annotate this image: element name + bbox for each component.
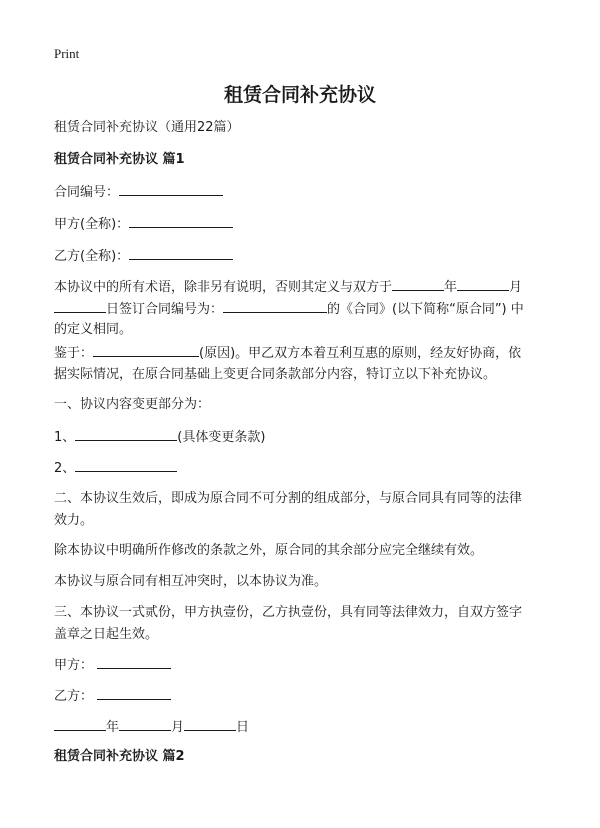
contract-number-label: 合同编号：: [54, 185, 120, 200]
section1-heading: 租赁合同补充协议 篇1: [54, 152, 185, 167]
clause1-heading: 一、协议内容变更部分为：: [54, 397, 211, 412]
party-b-fullname-label: 乙方(全称)：: [54, 249, 130, 264]
document-title: 租赁合同补充协议: [223, 84, 376, 106]
sign-party-a-label: 甲方：: [54, 658, 94, 673]
contract-number-row: [54, 181, 550, 204]
para1-text: 本协议中的所有术语，除非另有说明，否则其定义与双方于: [54, 280, 393, 295]
date-month-blank: [119, 716, 171, 731]
section2-heading: 租赁合同补充协议 篇2: [54, 749, 185, 764]
date-year: 年: [106, 720, 120, 735]
sign-party-a-row: [54, 654, 550, 677]
para1-month: 月: [509, 280, 523, 295]
clause2-line2: 效力。: [54, 513, 94, 528]
item1-suffix: (具体变更条款): [177, 430, 266, 445]
item2-number: 2、: [54, 461, 76, 476]
item2-row: [54, 457, 550, 480]
para1-line1: [54, 276, 550, 299]
clause3-line1: 三、本协议一式贰份，甲方执壹份，乙方执壹份，具有同等法律效力，自双方签字: [54, 605, 523, 620]
print-link[interactable]: Print: [54, 46, 80, 61]
contract-no-blank: [223, 298, 327, 313]
party-a-fullname-blank: [129, 213, 233, 228]
para2-line1: [54, 342, 550, 365]
item1-number: 1、: [54, 430, 76, 445]
sign-party-b-label: 乙方：: [54, 689, 94, 704]
para-conflict: 本协议与原合同有相互冲突时，以本协议为准。: [54, 574, 328, 589]
para1-text3: 的《合同》(以下简称“原合同”) 中: [327, 302, 524, 317]
whereas-label: 鉴于：: [54, 346, 94, 361]
item1-row: [54, 426, 550, 449]
para2-line2: 据实际情况，在原合同基础上变更合同条款部分内容，特订立以下补充协议。: [54, 367, 497, 382]
para2-text: (原因)。甲乙双方本着互利互惠的原则，经友好协商，依: [199, 346, 522, 361]
para1-year: 年: [444, 280, 458, 295]
month-blank: [457, 276, 509, 291]
date-day: 日: [236, 720, 250, 735]
date-month: 月: [171, 720, 185, 735]
party-a-fullname-row: [54, 213, 550, 236]
clause2-line1: 二、本协议生效后，即成为原合同不可分割的组成部分，与原合同具有同等的法律: [54, 491, 523, 506]
para1-line3: 的定义相同。: [54, 322, 133, 337]
party-b-fullname-blank: [129, 245, 233, 260]
para1-text2: 日签订合同编号为：: [106, 302, 224, 317]
party-b-fullname-row: [54, 245, 550, 268]
para1-line2: [54, 298, 550, 321]
sign-party-b-blank: [97, 685, 171, 700]
para-remaining: 除本协议中明确所作修改的条款之外，原合同的其余部分应完全继续有效。: [54, 543, 484, 558]
date-row: [54, 716, 550, 739]
sign-party-b-row: [54, 685, 550, 708]
day-blank: [54, 298, 106, 313]
reason-blank: [93, 342, 199, 357]
item1-blank: [75, 426, 177, 441]
contract-number-blank: [119, 181, 223, 196]
party-a-fullname-label: 甲方(全称)：: [54, 217, 130, 232]
year-blank: [392, 276, 444, 291]
date-year-blank: [54, 716, 106, 731]
item2-blank: [75, 457, 177, 472]
date-day-blank: [184, 716, 236, 731]
sign-party-a-blank: [97, 654, 171, 669]
document-subtitle: 租赁合同补充协议（通用22篇）: [54, 120, 240, 135]
clause3-line2: 盖章之日起生效。: [54, 627, 159, 642]
